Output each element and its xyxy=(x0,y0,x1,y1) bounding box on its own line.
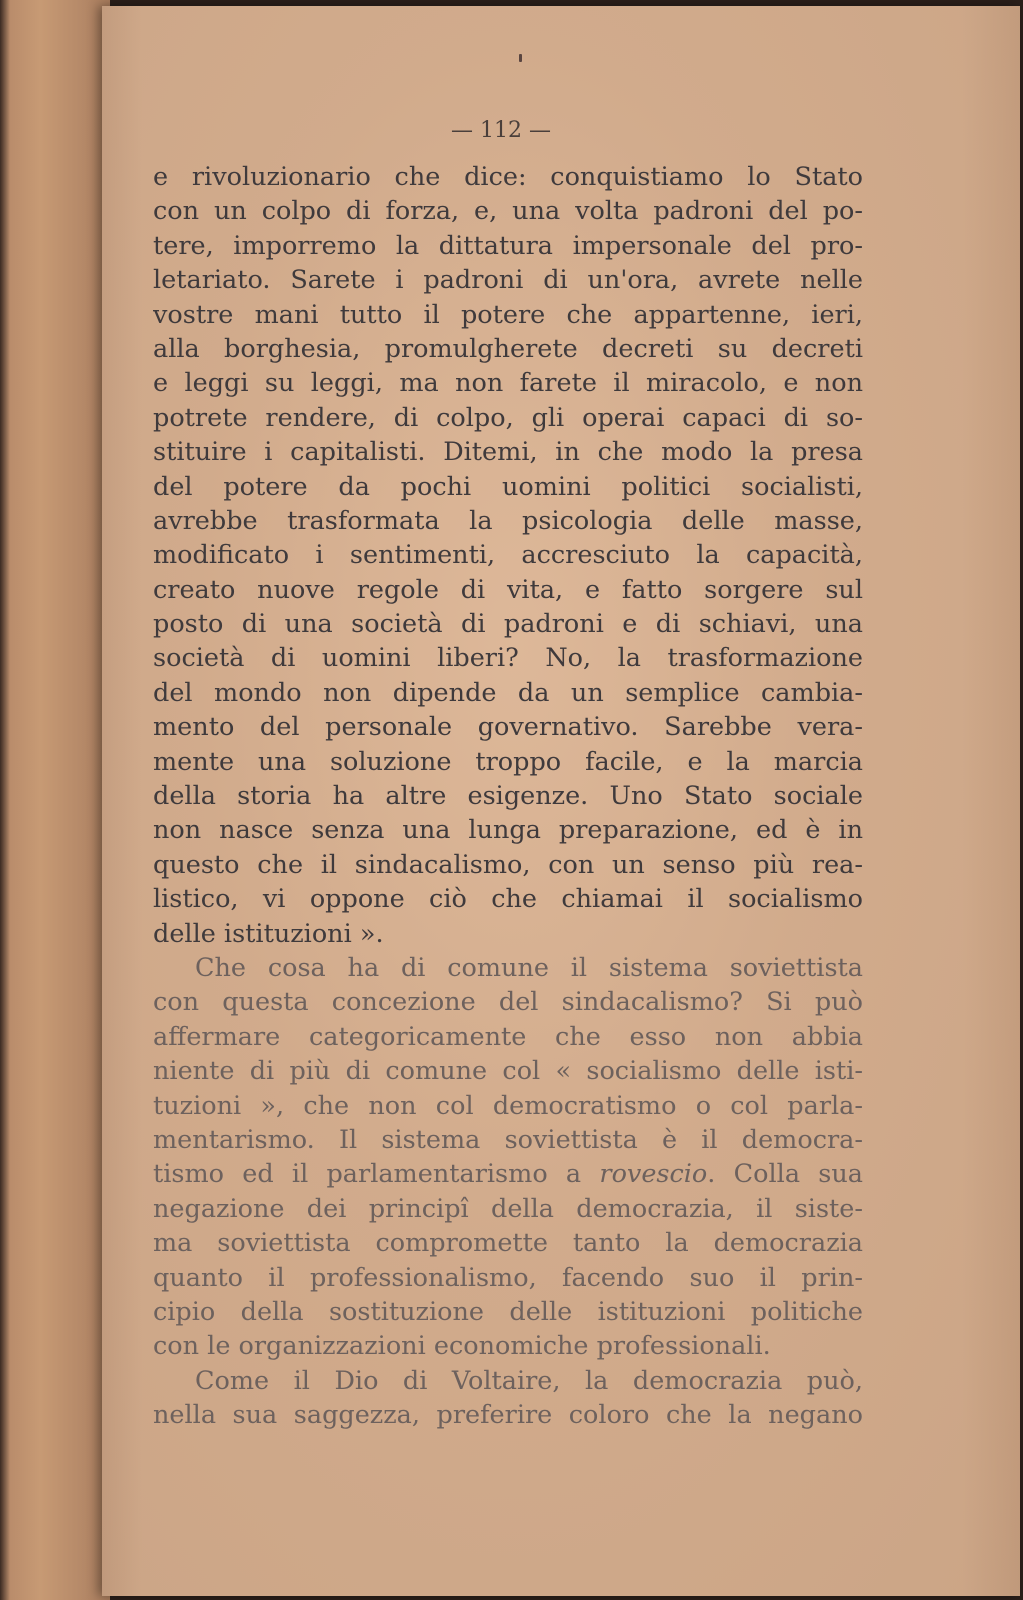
text-line: avrebbe trasformata la psicologia delle masse, xyxy=(153,505,863,536)
text-line: società di uomini liberi? No, la trasformazione xyxy=(153,643,863,674)
text-line: stituire i capitalisti. Ditemi, in che modo la presa xyxy=(153,437,863,468)
text-line: non nasce senza una lunga preparazione, ed è in xyxy=(153,815,863,846)
text-line: alla borghesia, promulgherete decreti su decreti xyxy=(153,333,863,364)
paragraph-3 xyxy=(153,1364,863,1433)
text-line: del potere da pochi uomini politici socialisti, xyxy=(153,471,863,502)
text-line: listico, vi oppone ciò che chiamai il socialismo xyxy=(153,884,863,915)
text-line: e rivoluzionario che dice: conquistiamo lo Stato xyxy=(153,162,863,192)
text-line: con questa concezione del sindacalismo? Si può xyxy=(153,987,863,1018)
text-line: questo che il sindacalismo, con un senso più rea- xyxy=(153,849,863,880)
text-line: affermare categoricamente che esso non abbia xyxy=(153,1021,863,1052)
text-line: letariato. Sarete i padroni di un'ora, avrete nelle xyxy=(153,265,863,296)
text-line: niente di più di comune col « socialismo delle isti- xyxy=(153,1056,863,1087)
text-line: potrete rendere, di colpo, gli operai capaci di so- xyxy=(153,402,863,433)
text-line: vostre mani tutto il potere che appartenne, ieri, xyxy=(153,299,863,330)
book-page-edges xyxy=(0,0,110,1600)
text-line: ma soviettista compromette tanto la democrazia xyxy=(153,1228,863,1259)
ink-speck xyxy=(519,54,522,62)
text-line: delle istituzioni ». xyxy=(153,918,384,949)
text-line: quanto il professionalismo, facendo suo il prin- xyxy=(153,1262,863,1293)
text-line: mente una soluzione troppo facile, e la marcia xyxy=(153,746,863,777)
text-line: tuzioni », che non col democratismo o col parla- xyxy=(153,1090,863,1121)
text-line: posto di una società di padroni e di schiavi, una xyxy=(153,609,863,640)
text-segment: . Colla sua xyxy=(707,1159,863,1190)
text-line: Come il Dio di Voltaire, la democrazia può, xyxy=(195,1365,863,1396)
page-number: — 112 — xyxy=(451,118,551,143)
paragraph-2 xyxy=(153,951,863,1364)
text-line-with-italic xyxy=(153,1157,863,1191)
text-line: del mondo non dipende da un semplice cambia- xyxy=(153,677,863,708)
text-line: Che cosa ha di comune il sistema soviettista xyxy=(195,952,863,983)
body-text xyxy=(153,160,863,1432)
text-line: tere, imporremo la dittatura impersonale del pro- xyxy=(153,230,863,261)
paragraph-1 xyxy=(153,160,863,951)
text-line: creato nuove regole di vita, e fatto sorgere sul xyxy=(153,574,863,605)
text-segment: tismo ed il parlamentarismo a xyxy=(153,1159,600,1190)
text-line: e leggi su leggi, ma non farete il miracolo, e non xyxy=(153,368,863,399)
text-line: modificato i sentimenti, accresciuto la capacità, xyxy=(153,540,863,571)
text-line: nella sua saggezza, preferire coloro che la negano xyxy=(153,1400,863,1431)
text-line: mento del personale governativo. Sarebbe vera- xyxy=(153,712,863,743)
text-line: della storia ha altre esigenze. Uno Stato sociale xyxy=(153,781,863,812)
text-line: mentarismo. Il sistema soviettista è il democra- xyxy=(153,1124,863,1155)
italic-word: rovescio xyxy=(599,1159,708,1190)
text-line: negazione dei principî della democrazia, il siste- xyxy=(153,1193,863,1224)
text-line: con le organizzazioni economiche professionali. xyxy=(153,1331,771,1362)
text-line: con un colpo di forza, e, una volta padroni del po- xyxy=(153,196,863,227)
text-line: cipio della sostituzione delle istituzioni politiche xyxy=(153,1296,863,1327)
